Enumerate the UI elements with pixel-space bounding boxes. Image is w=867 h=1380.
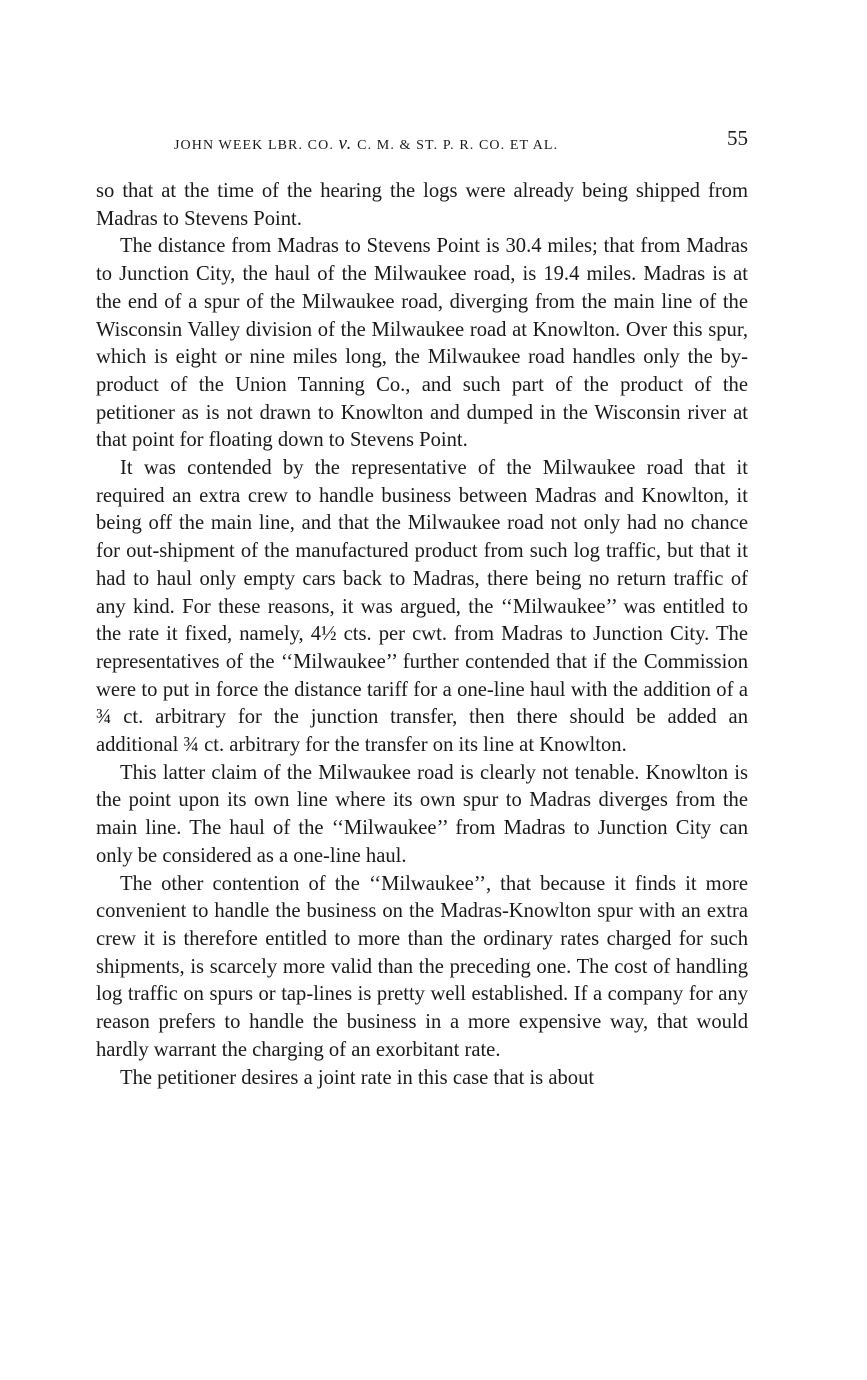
running-head-versus: v.: [338, 133, 353, 154]
running-head-prefix: JOHN WEEK LBR. CO.: [174, 138, 334, 153]
body-text: [96, 178, 748, 1092]
page-number: 55: [727, 126, 748, 150]
paragraph: It was contended by the representative of the Milwaukee road that it required an extra crew to handle business between Madras and Knowlton, it being off the main line, and that the Milwaukee road not only had no chance for out-shipment of the manufactured product from such log traffic, but that it had to haul only empty cars back to Madras, there being no return traffic of any kind. For these reasons, it was argued, the ‘‘Milwaukee’’ was entitled to the rate it fixed, namely, 4½ cts. per cwt. from Madras to Junction City. The representatives of the ‘‘Milwaukee’’ further contended that if the Commission were to put in force the distance tariff for a one-line haul with the addition of a ¾ ct. arbitrary for the junction transfer, then there should be added an additional ¾ ct. arbitrary for the transfer on its line at Knowlton.: [96, 457, 748, 757]
paragraph: The petitioner desires a joint rate in this case that is about: [120, 1066, 595, 1089]
paragraph: The other contention of the ‘‘Milwaukee’’, that because it finds it more convenient to handle the business on the Madras-Knowlton spur with an extra crew it is therefore entitled to more than the ordinary rates charged for such shipments, is scarcely more valid than the preceding one. The cost of handling log traffic on spurs or tap-lines is pretty well established. If a company for any reason prefers to handle the business in a more expensive way, that would hardly warrant the charging of an exorbitant rate.: [96, 872, 748, 1061]
page-header: [96, 124, 748, 154]
running-head-suffix: C. M. & ST. P. R. CO. ET AL.: [357, 138, 559, 153]
running-head: [174, 133, 558, 155]
paragraph: This latter claim of the Milwaukee road is clearly not tenable. Knowlton is the point upon its own line where its own spur to Madras diverges from the main line. The haul of the ‘‘Milwaukee’’ from Madras to Junction City can only be considered as a one-line haul.: [96, 761, 748, 867]
paragraph-continued: so that at the time of the hearing the logs were already being shipped from Madras to Stevens Point.: [96, 180, 748, 230]
paragraph: The distance from Madras to Stevens Point is 30.4 miles; that from Madras to Junction City, the haul of the Milwaukee road, is 19.4 miles. Madras is at the end of a spur of the Milwaukee road, diverging from the main line of the Wisconsin Valley division of the Milwaukee road at Knowlton. Over this spur, which is eight or nine miles long, the Milwaukee road handles only the by-product of the Union Tanning Co., and such part of the product of the petitioner as is not drawn to Knowlton and dumped in the Wisconsin river at that point for floating down to Stevens Point.: [96, 235, 748, 452]
